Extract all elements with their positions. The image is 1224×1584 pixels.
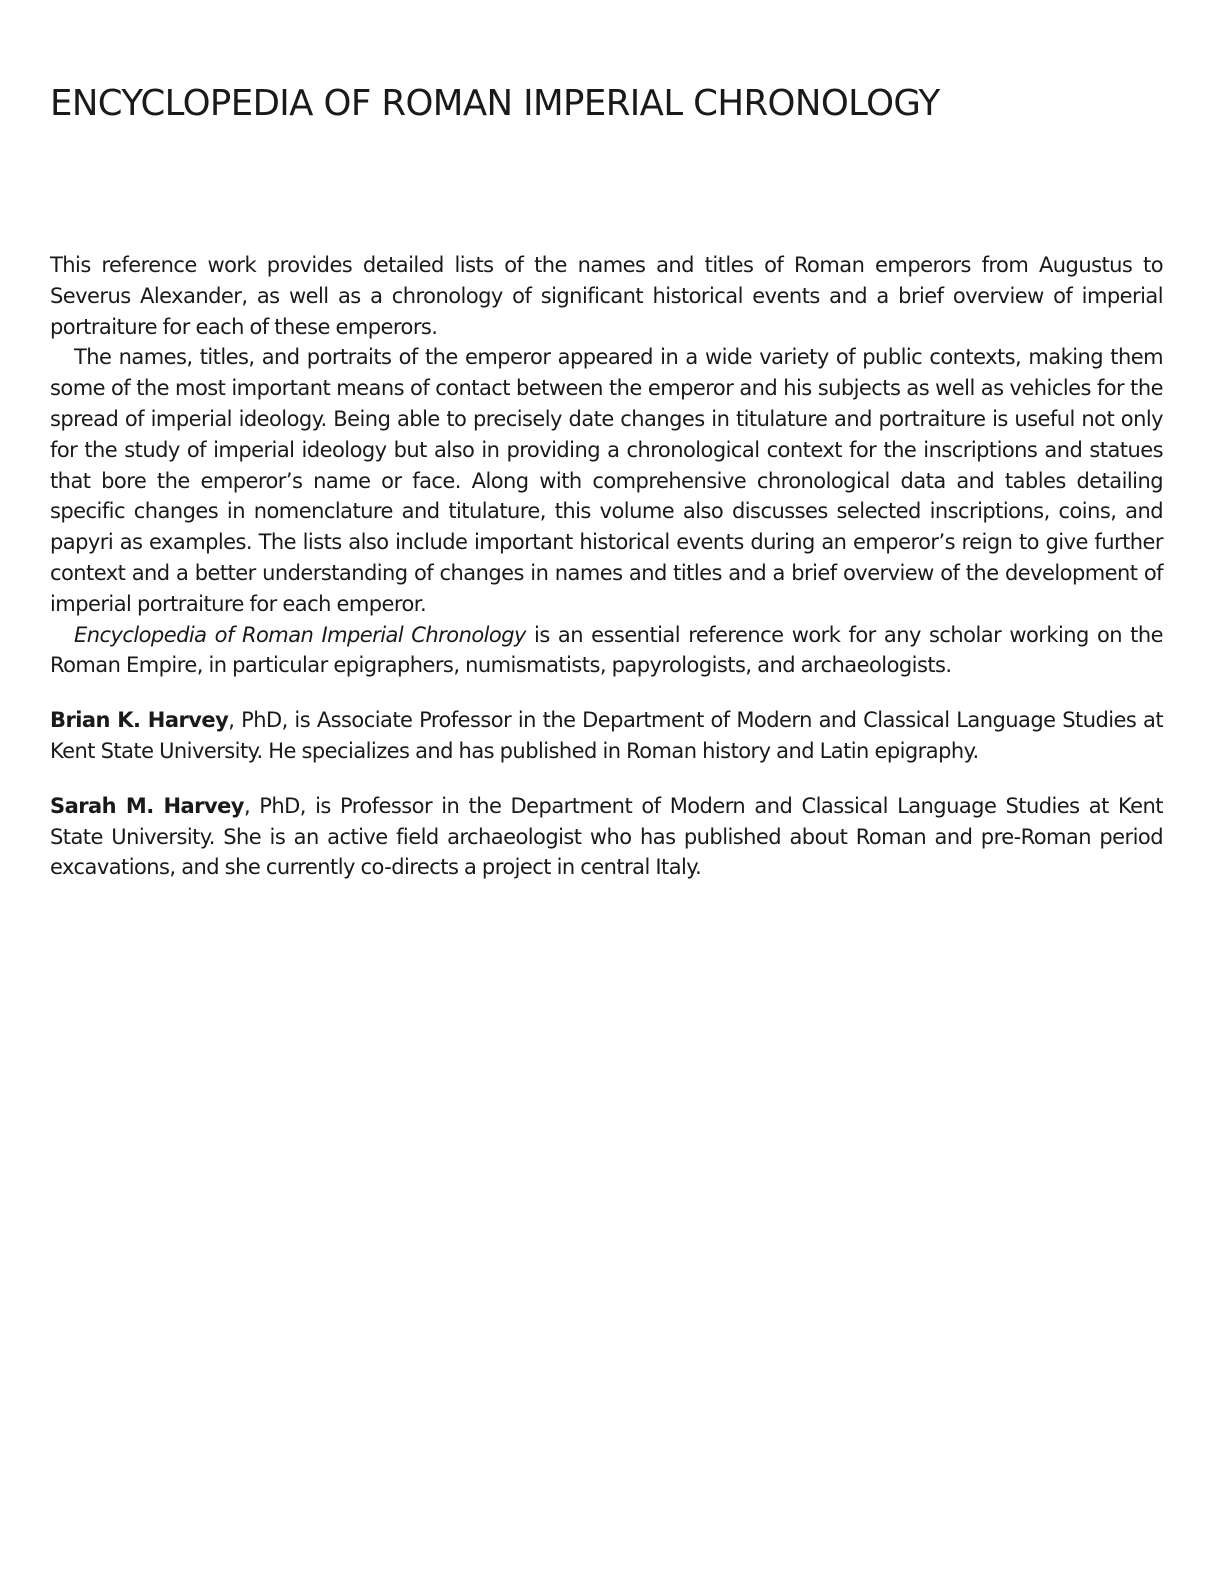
book-title-reference: Encyclopedia of Roman Imperial Chronology <box>74 622 526 647</box>
page-title: ENCYCLOPEDIA OF ROMAN IMPERIAL CHRONOLOGY <box>50 83 940 124</box>
author-name-1: Brian K. Harvey <box>50 708 229 733</box>
author-bio-2 <box>50 791 1163 883</box>
author-bio-text-2: , PhD, is Professor in the Department of Modern and Classical Language Studies at Kent State University. She is an active field archaeologist who has published about Roman and pre-Roman period excavations, and she currently co-directs a project in central Italy. <box>50 793 1163 880</box>
description-paragraph-2: The names, titles, and portraits of the emperor appeared in a wide variety of public contexts, making them some of the most important means of contact between the emperor and his subjects as well as vehicles for the spread of imperial ideology. Being able to precisely date changes in titulature and portraiture is useful not only for the study of imperial ideology but also in providing a chronological context for the inscriptions and statues that bore the emperor’s name or face. Along with comprehensive chronological data and tables detailing specific changes in nomenclature and titulature, this volume also discusses selected inscriptions, coins, and papyri as examples. The lists also include important historical events during an emperor’s reign to give further context and a better understanding of changes in names and titles and a brief overview of the development of imperial portraiture for each emperor. <box>50 345 1163 616</box>
author-bio-1 <box>50 705 1163 767</box>
description-paragraph-3 <box>50 620 1163 682</box>
description-paragraph-3-text: is an essential reference work for any scholar working on the Roman Empire, in particular epigraphers, numismatists, papyrologists, and archaeologists. <box>50 622 1164 678</box>
description <box>50 250 1163 883</box>
description-paragraph-1: This reference work provides detailed lists of the names and titles of Roman emperors from Augustus to Severus Alexander, as well as a chronology of significant historical events and a brief overview of imperial portraiture for each of these emperors. <box>50 253 1163 339</box>
author-name-2: Sarah M. Harvey <box>50 793 244 818</box>
author-bio-text-1: , PhD, is Associate Professor in the Department of Modern and Classical Language Studies at Kent State University. He specializes and has published in Roman history and Latin epigraphy. <box>50 708 1164 763</box>
